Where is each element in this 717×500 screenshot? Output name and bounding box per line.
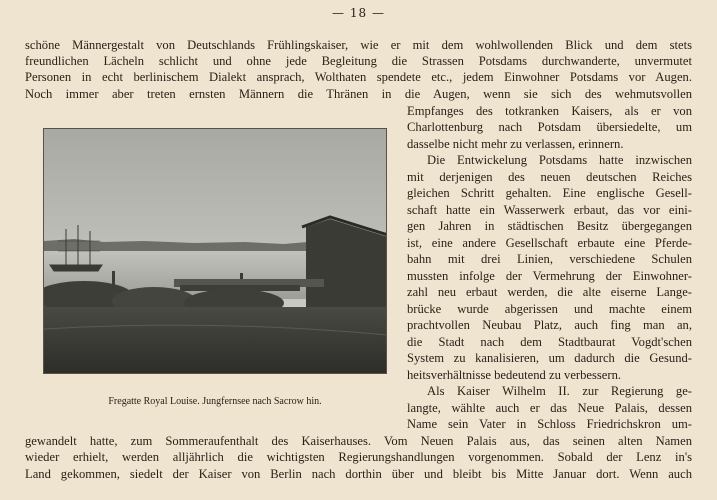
text-line: Noch immer aber treten ernsten Männern die Thränen in die Augen, wenn sie sich des wehmutsvollen [25,87,692,101]
text-line: ist, eine andere Gesellschaft erbaute eine Pferde- [407,236,692,250]
text-line: heitsverhältnisse bedeutend zu verbessern. [407,368,622,382]
text-line: Name sein Vater in Schloss Friedrichskron um- [407,417,692,431]
text-line: brücke wurde abgerissen und machte einem [407,302,692,316]
page-number: — 18 — [332,6,385,20]
text-line: dasselbe nicht mehr zu verlassen, erinnern. [407,137,624,151]
text-line: gewandelt hatte, zum Sommeraufenthalt des Kaiserhauses. Vom Neuen Palais aus, das seinen alten Namen [25,434,692,448]
frigate-lake-image [44,129,387,374]
figure-caption: Fregatte Royal Louise. Jungfernsee nach Sacrow hin. [108,396,322,407]
text-line: gleichen Schritt gehalten. Eine englische Gesell- [407,186,692,200]
text-line: die Stadt nach dem Stadtbaurat Vogdt'schen [407,335,692,349]
text-line: Empfanges des totkranken Kaisers, als er von [407,104,692,118]
text-line: schaft hatte ein Wasserwerk erbaut, das vor eini- [407,203,692,217]
text-line: gen Jahren in städtischen Besitz übergegangen [407,219,692,233]
text-line: freundlichen Lächeln schlicht und ohne jede Begleitung die Strassen Potsdams durchwanderte, unvermutet [25,54,692,68]
text-line: mit derjenigen des neuen deutschen Reiches [407,170,692,184]
text-line: Als Kaiser Wilhelm II. zur Regierung ge- [427,384,692,398]
text-line: schöne Männergestalt von Deutschlands Frühlingskaiser, wie er mit dem wohlwollenden Blick und dem stets [25,38,692,52]
text-line: wieder erhielt, werden alljährlich die wichtigsten Regierungshandlungen vorgenommen. Sobald der Lenz in's [25,450,692,464]
text-line: Land gekommen, siedelt der Kaiser von Berlin nach dorthin über und bleibt bis Mitte Januar dort. Wenn auch [25,467,692,481]
text-line: bahn mit drei Linien, verschiedene Schulen [407,252,692,266]
text-line: Personen in echt berlinischem Dialekt ansprach, Wolthaten spendete etc., jedem Einwohner Potsdams vor Augen. [25,70,692,84]
text-line: prachtvollen Neubau Platz, auch fing man an, [407,318,692,332]
text-line: mussten infolge der Vermehrung der Einwohner- [407,269,692,283]
text-line: Die Entwickelung Potsdams hatte inzwischen [427,153,692,167]
text-line: Charlottenburg nach Potsdam übersiedelte, um [407,120,692,134]
text-line: langte, wählte auch er das Neue Palais, dessen [407,401,692,415]
lake-photograph [43,128,387,374]
text-line: zahl neu erbaut werden, die alte eiserne Lange- [407,285,692,299]
text-line: System zu kanalisieren, um dadurch die Gesund- [407,351,692,365]
